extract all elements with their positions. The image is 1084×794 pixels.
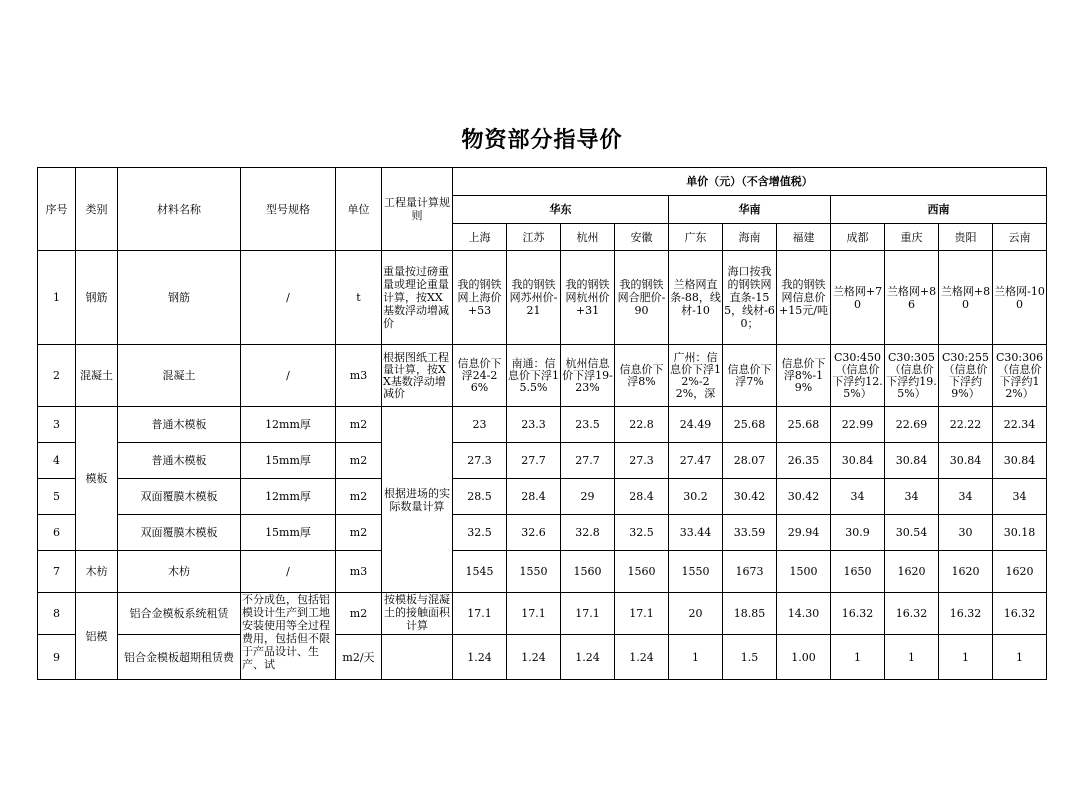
header-city: 海南 — [723, 224, 777, 251]
cell-price: 32.5 — [615, 515, 669, 551]
cell-price: 1 — [993, 635, 1047, 680]
cell-seq: 7 — [38, 551, 76, 593]
header-region-south: 华南 — [669, 196, 831, 224]
cell-price: 32.5 — [453, 515, 507, 551]
cell-material: 普通木模板 — [118, 407, 241, 443]
cell-rule: 重量按过磅重量或理论重量计算，按XX基数浮动增减价 — [382, 251, 453, 345]
cell-spec: 15mm厚 — [241, 515, 336, 551]
cell-seq: 8 — [38, 593, 76, 635]
cell-price: 27.3 — [615, 443, 669, 479]
cell-seq: 3 — [38, 407, 76, 443]
cell-price: 1620 — [993, 551, 1047, 593]
cell-price — [777, 345, 831, 407]
cell-price-text: 信息价下浮8% — [619, 362, 664, 388]
cell-price — [939, 345, 993, 407]
cell-price: 1673 — [723, 551, 777, 593]
header-city: 重庆 — [885, 224, 939, 251]
cell-price: 我的钢铁网苏州价-21 — [507, 251, 561, 345]
cell-seq: 1 — [38, 251, 76, 345]
cell-material: 铝合金模板系统租赁 — [118, 593, 241, 635]
cell-category: 木枋 — [76, 551, 118, 593]
cell-price: 29 — [561, 479, 615, 515]
header-city: 云南 — [993, 224, 1047, 251]
cell-price: 30.84 — [885, 443, 939, 479]
cell-rule — [382, 345, 453, 407]
cell-price-text: C30:450（信息价下浮约12.5%） — [832, 350, 883, 400]
cell-price: 14.30 — [777, 593, 831, 635]
cell-price: 28.4 — [507, 479, 561, 515]
cell-price: 1650 — [831, 551, 885, 593]
table-row — [38, 443, 1047, 479]
cell-price: 25.68 — [723, 407, 777, 443]
header-region-southwest: 西南 — [831, 196, 1047, 224]
cell-price — [615, 345, 669, 407]
cell-price: 1500 — [777, 551, 831, 593]
cell-price: 1620 — [885, 551, 939, 593]
cell-price: 16.32 — [939, 593, 993, 635]
cell-price: 30.9 — [831, 515, 885, 551]
cell-material: 双面覆膜木模板 — [118, 515, 241, 551]
cell-spec: 12mm厚 — [241, 407, 336, 443]
cell-price: 我的钢铁网上海价+53 — [453, 251, 507, 345]
cell-spec-aluminum — [241, 593, 336, 680]
cell-price: 1560 — [561, 551, 615, 593]
cell-price: 17.1 — [507, 593, 561, 635]
cell-unit: m3 — [336, 345, 382, 407]
cell-price-text: 杭州信息价下浮19-23% — [562, 356, 613, 394]
cell-price: 22.34 — [993, 407, 1047, 443]
table-row — [38, 515, 1047, 551]
cell-price: 27.7 — [507, 443, 561, 479]
cell-price: 23.3 — [507, 407, 561, 443]
cell-spec: / — [241, 251, 336, 345]
cell-price-text: 广州：信息价下浮12%-22%，深 — [670, 350, 721, 400]
cell-price: 30.42 — [777, 479, 831, 515]
cell-price: 16.32 — [831, 593, 885, 635]
cell-rule-formwork: 根据进场的实际数量计算 — [382, 407, 453, 593]
cell-price: 1.24 — [561, 635, 615, 680]
cell-price: 22.69 — [885, 407, 939, 443]
cell-material: 混凝土 — [118, 345, 241, 407]
cell-price: 27.7 — [561, 443, 615, 479]
cell-price: 30.84 — [993, 443, 1047, 479]
cell-spec: 15mm厚 — [241, 443, 336, 479]
table-row — [38, 479, 1047, 515]
cell-category-formwork: 模板 — [76, 407, 118, 551]
header-material: 材料名称 — [118, 168, 241, 251]
header-city: 安徽 — [615, 224, 669, 251]
cell-price: 23.5 — [561, 407, 615, 443]
cell-price-text: 信息价下浮24-26% — [457, 356, 502, 394]
cell-unit: m2 — [336, 593, 382, 635]
header-rule: 工程量计算规则 — [382, 168, 453, 251]
cell-price-text: 信息价下浮8%-19% — [781, 356, 826, 394]
header-city: 成都 — [831, 224, 885, 251]
cell-price: 1.00 — [777, 635, 831, 680]
cell-price: 30.84 — [831, 443, 885, 479]
cell-seq: 4 — [38, 443, 76, 479]
table-row — [38, 635, 1047, 680]
cell-price — [723, 345, 777, 407]
header-spec: 型号规格 — [241, 168, 336, 251]
cell-spec: / — [241, 551, 336, 593]
cell-price: 24.49 — [669, 407, 723, 443]
cell-material: 双面覆膜木模板 — [118, 479, 241, 515]
cell-category: 钢筋 — [76, 251, 118, 345]
header-region-east: 华东 — [453, 196, 669, 224]
cell-price: 34 — [993, 479, 1047, 515]
cell-price: 1 — [669, 635, 723, 680]
cell-price-text: C30:305（信息价下浮约19.5%） — [886, 350, 937, 400]
cell-price: 1620 — [939, 551, 993, 593]
cell-price: 兰格网+86 — [885, 251, 939, 345]
cell-price — [993, 345, 1047, 407]
cell-rule-text: 根据图纸工程量计算，按XX基数浮动增减价 — [383, 350, 449, 400]
cell-price: 28.5 — [453, 479, 507, 515]
table-row — [38, 345, 1047, 407]
cell-unit: m2 — [336, 443, 382, 479]
cell-price: 30.18 — [993, 515, 1047, 551]
cell-seq: 6 — [38, 515, 76, 551]
header-seq: 序号 — [38, 168, 76, 251]
cell-price: 兰格网+80 — [939, 251, 993, 345]
cell-material: 铝合金模板超期租赁费 — [118, 635, 241, 680]
cell-unit: t — [336, 251, 382, 345]
header-city: 杭州 — [561, 224, 615, 251]
cell-material: 钢筋 — [118, 251, 241, 345]
cell-price: 我的钢铁网合肥价-90 — [615, 251, 669, 345]
cell-category-aluminum: 铝模 — [76, 593, 118, 680]
cell-price: 33.44 — [669, 515, 723, 551]
cell-price: 1.24 — [615, 635, 669, 680]
cell-price: 30.2 — [669, 479, 723, 515]
header-city: 上海 — [453, 224, 507, 251]
cell-rule-empty — [382, 635, 453, 680]
cell-category: 混凝土 — [76, 345, 118, 407]
cell-price: 1550 — [669, 551, 723, 593]
table-row — [38, 593, 1047, 635]
cell-price: 34 — [831, 479, 885, 515]
cell-price: 20 — [669, 593, 723, 635]
cell-price: 28.4 — [615, 479, 669, 515]
cell-price: 28.07 — [723, 443, 777, 479]
cell-price: 33.59 — [723, 515, 777, 551]
cell-price: 23 — [453, 407, 507, 443]
cell-price: 34 — [939, 479, 993, 515]
cell-price — [453, 345, 507, 407]
cell-price: 17.1 — [453, 593, 507, 635]
cell-price: 兰格网直条-88，线材-10 — [669, 251, 723, 345]
table-row — [38, 551, 1047, 593]
table-row — [38, 251, 1047, 345]
cell-price: 兰格网+70 — [831, 251, 885, 345]
cell-price: 29.94 — [777, 515, 831, 551]
cell-seq: 5 — [38, 479, 76, 515]
cell-price: 我的钢铁网杭州价+31 — [561, 251, 615, 345]
cell-spec: / — [241, 345, 336, 407]
cell-price — [885, 345, 939, 407]
price-table — [37, 167, 1047, 680]
header-city: 福建 — [777, 224, 831, 251]
cell-price: 海口按我的钢铁网直条-155，线材-60； — [723, 251, 777, 345]
cell-price-text: 信息价下浮7% — [727, 362, 772, 388]
cell-price: 30.84 — [939, 443, 993, 479]
header-city: 广东 — [669, 224, 723, 251]
cell-price: 30.54 — [885, 515, 939, 551]
cell-price: 16.32 — [993, 593, 1047, 635]
cell-price-text: 南通：信息价下浮15.5% — [508, 356, 559, 394]
header-city: 贵阳 — [939, 224, 993, 251]
cell-price — [669, 345, 723, 407]
cell-price: 27.3 — [453, 443, 507, 479]
cell-price: 1560 — [615, 551, 669, 593]
header-price-group: 单价（元）（不含增值税） — [453, 168, 1047, 196]
cell-price: 我的钢铁网信息价+15元/吨 — [777, 251, 831, 345]
cell-price: 1 — [885, 635, 939, 680]
cell-price-text: C30:306（信息价下浮约12%） — [995, 350, 1044, 400]
cell-price: 32.8 — [561, 515, 615, 551]
cell-price: 17.1 — [615, 593, 669, 635]
cell-price: 30 — [939, 515, 993, 551]
cell-price: 1550 — [507, 551, 561, 593]
cell-price: 1.24 — [507, 635, 561, 680]
cell-price: 30.42 — [723, 479, 777, 515]
page-title: 物资部分指导价 — [461, 128, 623, 153]
cell-price: 32.6 — [507, 515, 561, 551]
cell-seq: 9 — [38, 635, 76, 680]
cell-price: 17.1 — [561, 593, 615, 635]
cell-price: 27.47 — [669, 443, 723, 479]
cell-unit: m2/天 — [336, 635, 382, 680]
cell-price: 26.35 — [777, 443, 831, 479]
cell-price: 1 — [831, 635, 885, 680]
header-unit: 单位 — [336, 168, 382, 251]
cell-price: 1545 — [453, 551, 507, 593]
cell-material: 普通木模板 — [118, 443, 241, 479]
cell-price: 22.99 — [831, 407, 885, 443]
cell-spec-text: 不分成色，包括铝模设计生产到工地安装使用等全过程费用，包括但不限于产品设计、生产、试 — [242, 593, 330, 671]
header-category: 类别 — [76, 168, 118, 251]
table-row — [38, 407, 1047, 443]
cell-price: 1 — [939, 635, 993, 680]
cell-unit: m2 — [336, 479, 382, 515]
cell-unit: m3 — [336, 551, 382, 593]
cell-price: 34 — [885, 479, 939, 515]
cell-rule: 按模板与混凝土的接触面积计算 — [382, 593, 453, 635]
cell-unit: m2 — [336, 407, 382, 443]
cell-price: 22.22 — [939, 407, 993, 443]
cell-price — [561, 345, 615, 407]
cell-spec: 12mm厚 — [241, 479, 336, 515]
cell-price: 18.85 — [723, 593, 777, 635]
cell-price: 22.8 — [615, 407, 669, 443]
header-city: 江苏 — [507, 224, 561, 251]
cell-unit: m2 — [336, 515, 382, 551]
cell-price: 25.68 — [777, 407, 831, 443]
cell-price-text: C30:255（信息价下浮约9%） — [941, 350, 990, 400]
cell-price: 1.5 — [723, 635, 777, 680]
cell-material: 木枋 — [118, 551, 241, 593]
cell-price: 兰格网-100 — [993, 251, 1047, 345]
cell-price: 16.32 — [885, 593, 939, 635]
cell-price — [831, 345, 885, 407]
cell-price: 1.24 — [453, 635, 507, 680]
cell-price — [507, 345, 561, 407]
cell-seq: 2 — [38, 345, 76, 407]
